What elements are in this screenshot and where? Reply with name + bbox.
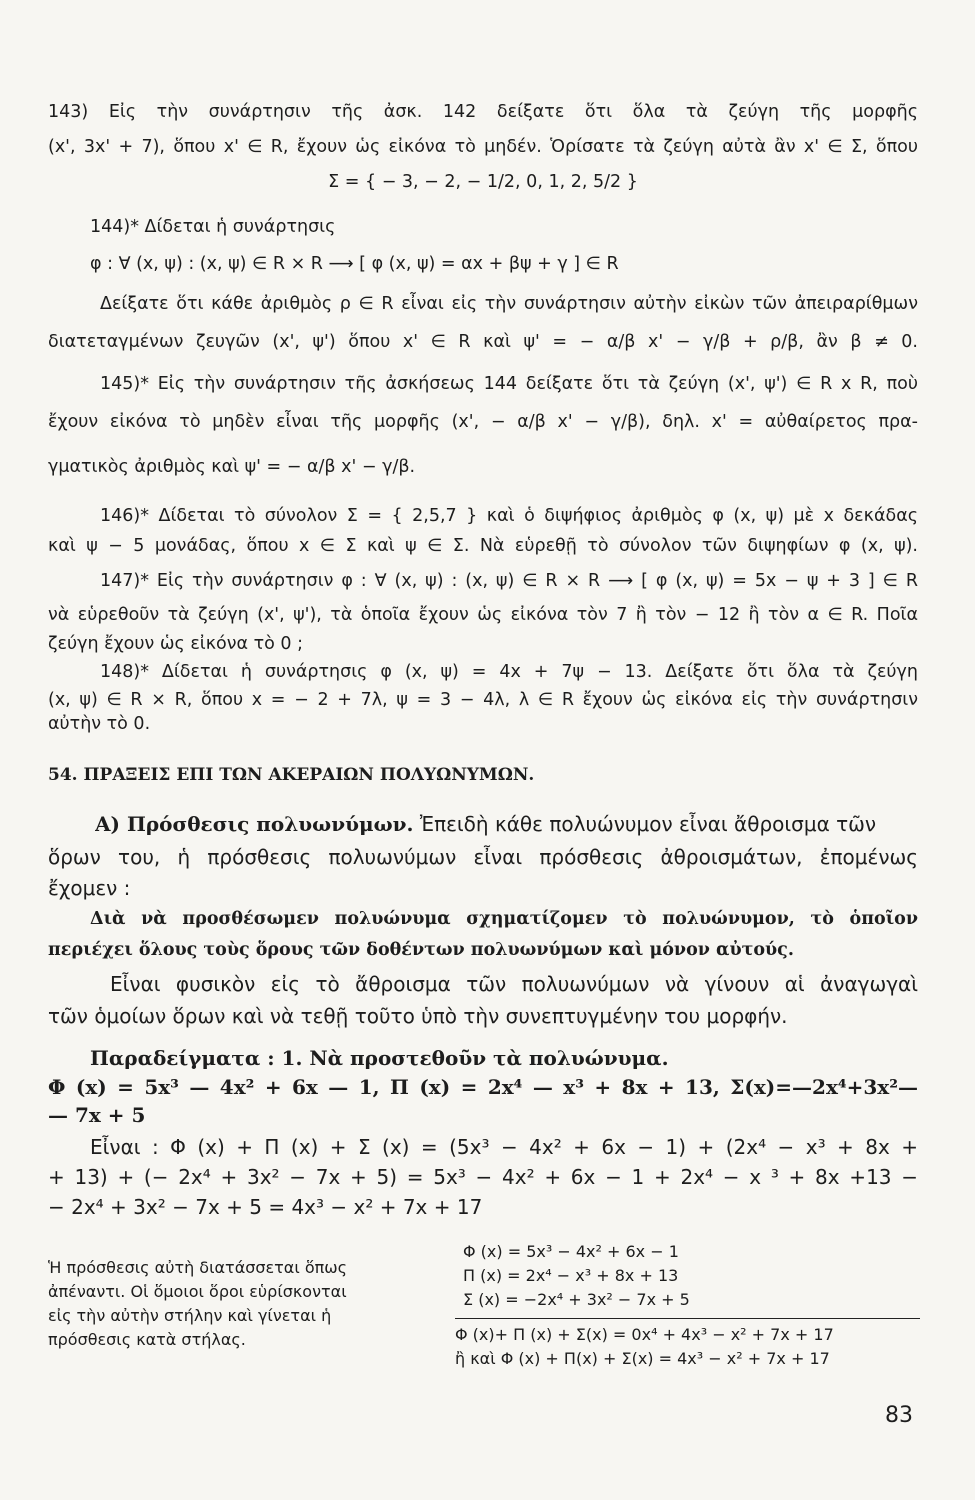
sum-result: Φ (x)+ Π (x) + Σ(x) = 0x⁴ + 4x³ − x² + 7x + 17 xyxy=(455,1325,834,1344)
ex148-line3: αὐτὴν τὸ 0. xyxy=(48,714,151,734)
section-heading: 54. ΠΡΑΞΕΙΣ ΕΠΙ ΤΩΝ ΑΚΕΡΑΙΩΝ ΠΟΛΥΩΝΥΜΩΝ. xyxy=(48,765,535,785)
after-line2: τῶν ὁμοίων ὅρων καὶ νὰ τεθῇ τοῦτο ὑπὸ τὴν συνεπτυγμένην του μορφήν. xyxy=(48,1004,788,1028)
column-addition xyxy=(455,1240,920,1371)
note-line: εἰς τὴν αὐτὴν στήλην καὶ γίνεται ἡ xyxy=(48,1306,332,1325)
ex148-line1: 148)* Δίδεται ἡ συνάρτησις φ (x, ψ) = 4x + 7ψ − 13. Δείξατε ὅτι ὅλα τὰ ζεύγη xyxy=(100,662,918,682)
rule-line1: Διὰ νὰ προσθέσωμεν πολυώνυμα σχηματίζομεν τὸ πολυώνυμον, τὸ ὁποῖον xyxy=(90,909,918,929)
page-number: 83 xyxy=(885,1403,913,1428)
subsection-line2: ὅρων του, ἡ πρόσθεσις πολυωνύμων εἶναι πρόσθεσις ἀθροισμάτων, ἐπομένως xyxy=(48,845,918,869)
sum-rule xyxy=(455,1318,920,1319)
note-line: ἀπέναντι. Οἱ ὅμοιοι ὅροι εὑρίσκονται xyxy=(48,1282,347,1301)
calc-line1: Εἶναι : Φ (x) + Π (x) + Σ (x) = (5x³ − 4x² + 6x − 1) + (2x⁴ − x³ + 8x + xyxy=(90,1135,918,1159)
ex143-line1: 143) Εἰς τὴν συνάρτησιν τῆς ἀσκ. 142 δείξατε ὅτι ὅλα τὰ ζεύγη τῆς μορφῆς xyxy=(48,102,918,122)
ex144-line1: 144)* Δίδεται ἡ συνάρτησις xyxy=(90,217,336,237)
ex145-line3: γματικὸς ἀριθμὸς καὶ ψ' = − α/β x' − γ/β. xyxy=(48,457,416,477)
poly-line1: Φ (x) = 5x³ — 4x² + 6x — 1, Π (x) = 2x⁴ — x³ + 8x + 13, Σ(x)=—2x⁴+3x²— xyxy=(48,1075,918,1099)
ex145-line1: 145)* Εἰς τὴν συνάρτησιν τῆς ἀσκήσεως 144 δείξατε ὅτι τὰ ζεύγη (x', ψ') ∈ R x R, ποὺ xyxy=(100,374,918,394)
subsection-title: Α) Πρόσθεσις πολυωνύμων. xyxy=(95,812,414,836)
sum-result-simplified: ἢ καὶ Φ (x) + Π(x) + Σ(x) = 4x³ − x² + 7x + 17 xyxy=(455,1349,830,1368)
subsection-line3: ἔχομεν : xyxy=(48,876,131,900)
ex143-line2: (x', 3x' + 7), ὅπου x' ∈ R, ἔχουν ὡς εἰκόνα τὸ μηδέν. Ὁρίσατε τὰ ζεύγη αὐτὰ ἂν x' ∈ Σ, ὅπου xyxy=(48,137,918,157)
ex144-function: φ : ∀ (x, ψ) : (x, ψ) ∈ R × R ⟶ [ φ (x, ψ) = αx + βψ + γ ] ∈ R xyxy=(90,254,619,274)
ex146-line1: 146)* Δίδεται τὸ σύνολον Σ = { 2,5,7 } καὶ ὁ διψήφιος ἀριθμὸς φ (x, ψ) μὲ x δεκάδας xyxy=(100,506,918,526)
subsection-intro xyxy=(95,810,918,838)
examples-heading: Παραδείγματα : 1. Νὰ προστεθοῦν τὰ πολυώνυμα. xyxy=(90,1046,669,1070)
ex145-line2: ἔχουν εἰκόνα τὸ μηδὲν εἶναι τῆς μορφῆς (x', − α/β x' − γ/β), δηλ. x' = αὐθαίρετος πρα- xyxy=(48,412,918,432)
after-line1: Εἶναι φυσικὸν εἰς τὸ ἄθροισμα τῶν πολυωνύμων νὰ γίνουν αἱ ἀναγωγαὶ xyxy=(110,972,918,996)
poly-line2: — 7x + 5 xyxy=(48,1103,146,1127)
ex144-line4: διατεταγμένων ζευγῶν (x', ψ') ὅπου x' ∈ R καὶ ψ' = − α/β x' − γ/β + ρ/β, ἂν β ≠ 0. xyxy=(48,332,918,352)
ex144-line3: Δείξατε ὅτι κάθε ἀριθμὸς ρ ∈ R εἶναι εἰς τὴν συνάρτησιν αὐτὴν εἰκὼν τῶν ἀπειραρίθμων xyxy=(100,294,918,314)
ex147-line3: ζεύγη ἔχουν ὡς εἰκόνα τὸ 0 ; xyxy=(48,634,304,654)
addend-pi: Π (x) = 2x⁴ − x³ + 8x + 13 xyxy=(463,1266,679,1285)
calc-line2: + 13) + (− 2x⁴ + 3x² − 7x + 5) = 5x³ − 4x² + 6x − 1 + 2x⁴ − x ³ + 8x +13 − xyxy=(48,1165,918,1189)
rule-line2: περιέχει ὅλους τοὺς ὅρους τῶν δοθέντων πολυωνύμων καὶ μόνον αὐτούς. xyxy=(48,940,794,960)
ex143-set: Σ = { − 3, − 2, − 1/2, 0, 1, 2, 5/2 } xyxy=(328,172,638,192)
addend-sigma: Σ (x) = −2x⁴ + 3x² − 7x + 5 xyxy=(463,1290,690,1309)
note-block xyxy=(48,1256,438,1352)
ex147-line2: νὰ εὑρεθοῦν τὰ ζεύγη (x', ψ'), τὰ ὁποῖα ἔχουν ὡς εἰκόνα τὸν 7 ἢ τὸν − 12 ἢ τὸν α ∈ R. Ποῖα xyxy=(48,605,918,625)
calc-line3: − 2x⁴ + 3x² − 7x + 5 = 4x³ − x² + 7x + 17 xyxy=(48,1195,483,1219)
addend-phi: Φ (x) = 5x³ − 4x² + 6x − 1 xyxy=(463,1242,679,1261)
ex146-line2: καὶ ψ − 5 μονάδας, ὅπου x ∈ Σ καὶ ψ ∈ Σ. Νὰ εὑρεθῇ τὸ σύνολον τῶν διψηφίων φ (x, ψ). xyxy=(48,536,918,556)
ex148-line2: (x, ψ) ∈ R × R, ὅπου x = − 2 + 7λ, ψ = 3 − 4λ, λ ∈ R ἔχουν ὡς εἰκόνα εἰς τὴν συνάρτησιν xyxy=(48,690,918,710)
subsection-intro-text: Ἐπειδὴ κάθε πολυώνυμον εἶναι ἄθροισμα τῶν xyxy=(419,812,877,836)
ex147-line1: 147)* Εἰς τὴν συνάρτησιν φ : ∀ (x, ψ) : (x, ψ) ∈ R × R ⟶ [ φ (x, ψ) = 5x − ψ + 3 ] ∈ R xyxy=(100,571,918,591)
note-line: πρόσθεσις κατὰ στήλας. xyxy=(48,1330,246,1349)
note-line: Ἡ πρόσθεσις αὐτὴ διατάσσεται ὅπως xyxy=(48,1258,348,1277)
